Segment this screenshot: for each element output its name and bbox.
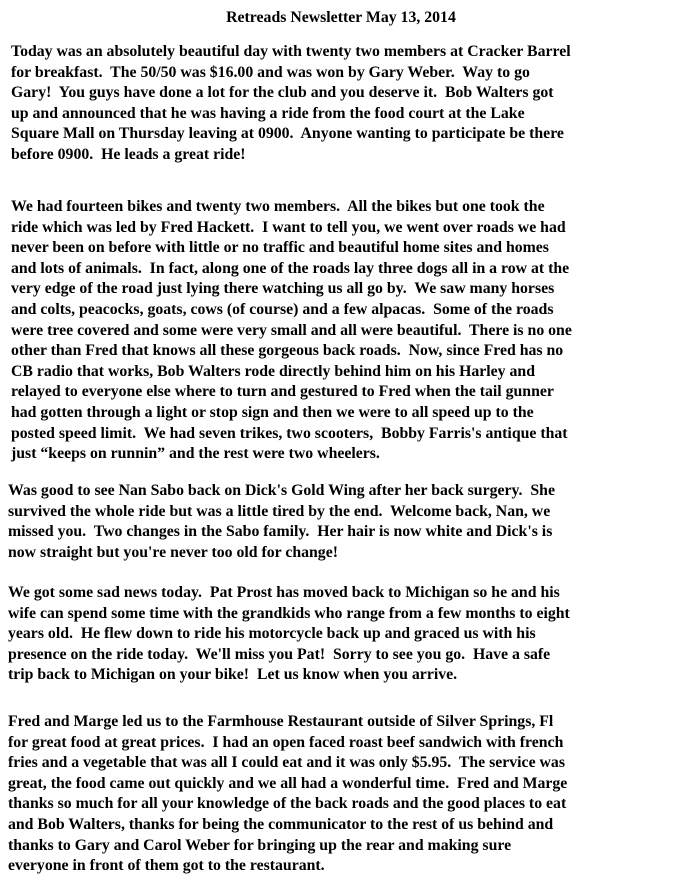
paragraph-nan-sabo: Was good to see Nan Sabo back on Dick's Gold Wing after her back surgery. She survived the whole ride but was a little tired by the end. Welcome back, Nan, we missed you. Two changes in the Sabo family. Her hair is now white and Dick's is now straight but you're never too old for change!: [8, 482, 555, 561]
paragraph-breakfast: Today was an absolutely beautiful day with twenty two members at Cracker Barrel for breakfast. The 50/50 was $16.00 and was won by Gary Weber. Way to go Gary! You guys have done a lot for the club and you deserve it. Bob Walters got up and announced that he was having a ride from the food court at the Lake Square Mall on Thursday leaving at 0900. Anyone wanting to participate be there before 0900. He leads a great ride!: [11, 43, 571, 163]
paragraph-ride: We had fourteen bikes and twenty two members. All the bikes but one took the ride which was led by Fred Hackett. I want to tell you, we went over roads we had never been on before with little or no traffic and beautiful home sites and homes and lots of animals. In fact, along one of the roads lay three dogs all in a row at the very edge of the road just lying there watching us all go by. We saw many horses and colts, peacocks, goats, cows (of course) and a few alpacas. Some of the roads were tree covered and some were very small and all were beautiful. There is no one other than Fred that knows all these gorgeous back roads. Now, since Fred has no CB radio that works, Bob Walters rode directly behind him on his Harley and relayed to everyone else where to turn and gestured to Fred when the tail gunner had gotten through a light or stop sign and then we were to all speed up to the posted speed limit. We had seven trikes, two scooters, Bobby Farris's antique that just “keeps on runnin” and the rest were two wheelers.: [11, 198, 572, 463]
newsletter-title: Retreads Newsletter May 13, 2014: [226, 9, 456, 26]
paragraph-pat-prost: We got some sad news today. Pat Prost has moved back to Michigan so he and his wife can spend some time with the grandkids who range from a few months to eight years old. He flew down to ride his motorcycle back up and graced us with his presence on the ride today. We'll miss you Pat! Sorry to see you go. Have a safe trip back to Michigan on your bike! Let us know when you arrive.: [8, 584, 570, 684]
paragraph-farmhouse-restaurant: Fred and Marge led us to the Farmhouse Restaurant outside of Silver Springs, Fl for great food at great prices. I had an open faced roast beef sandwich with french fries and a vegetable that was all I could eat and it was only $5.95. The service was great, the food came out quickly and we all had a wonderful time. Fred and Marge thanks so much for all your knowledge of the back roads and the good places to eat and Bob Walters, thanks for being the communicator to the rest of us behind and thanks to Gary and Carol Weber for bringing up the rear and making sure everyone in front of them got to the restaurant.: [8, 713, 568, 875]
